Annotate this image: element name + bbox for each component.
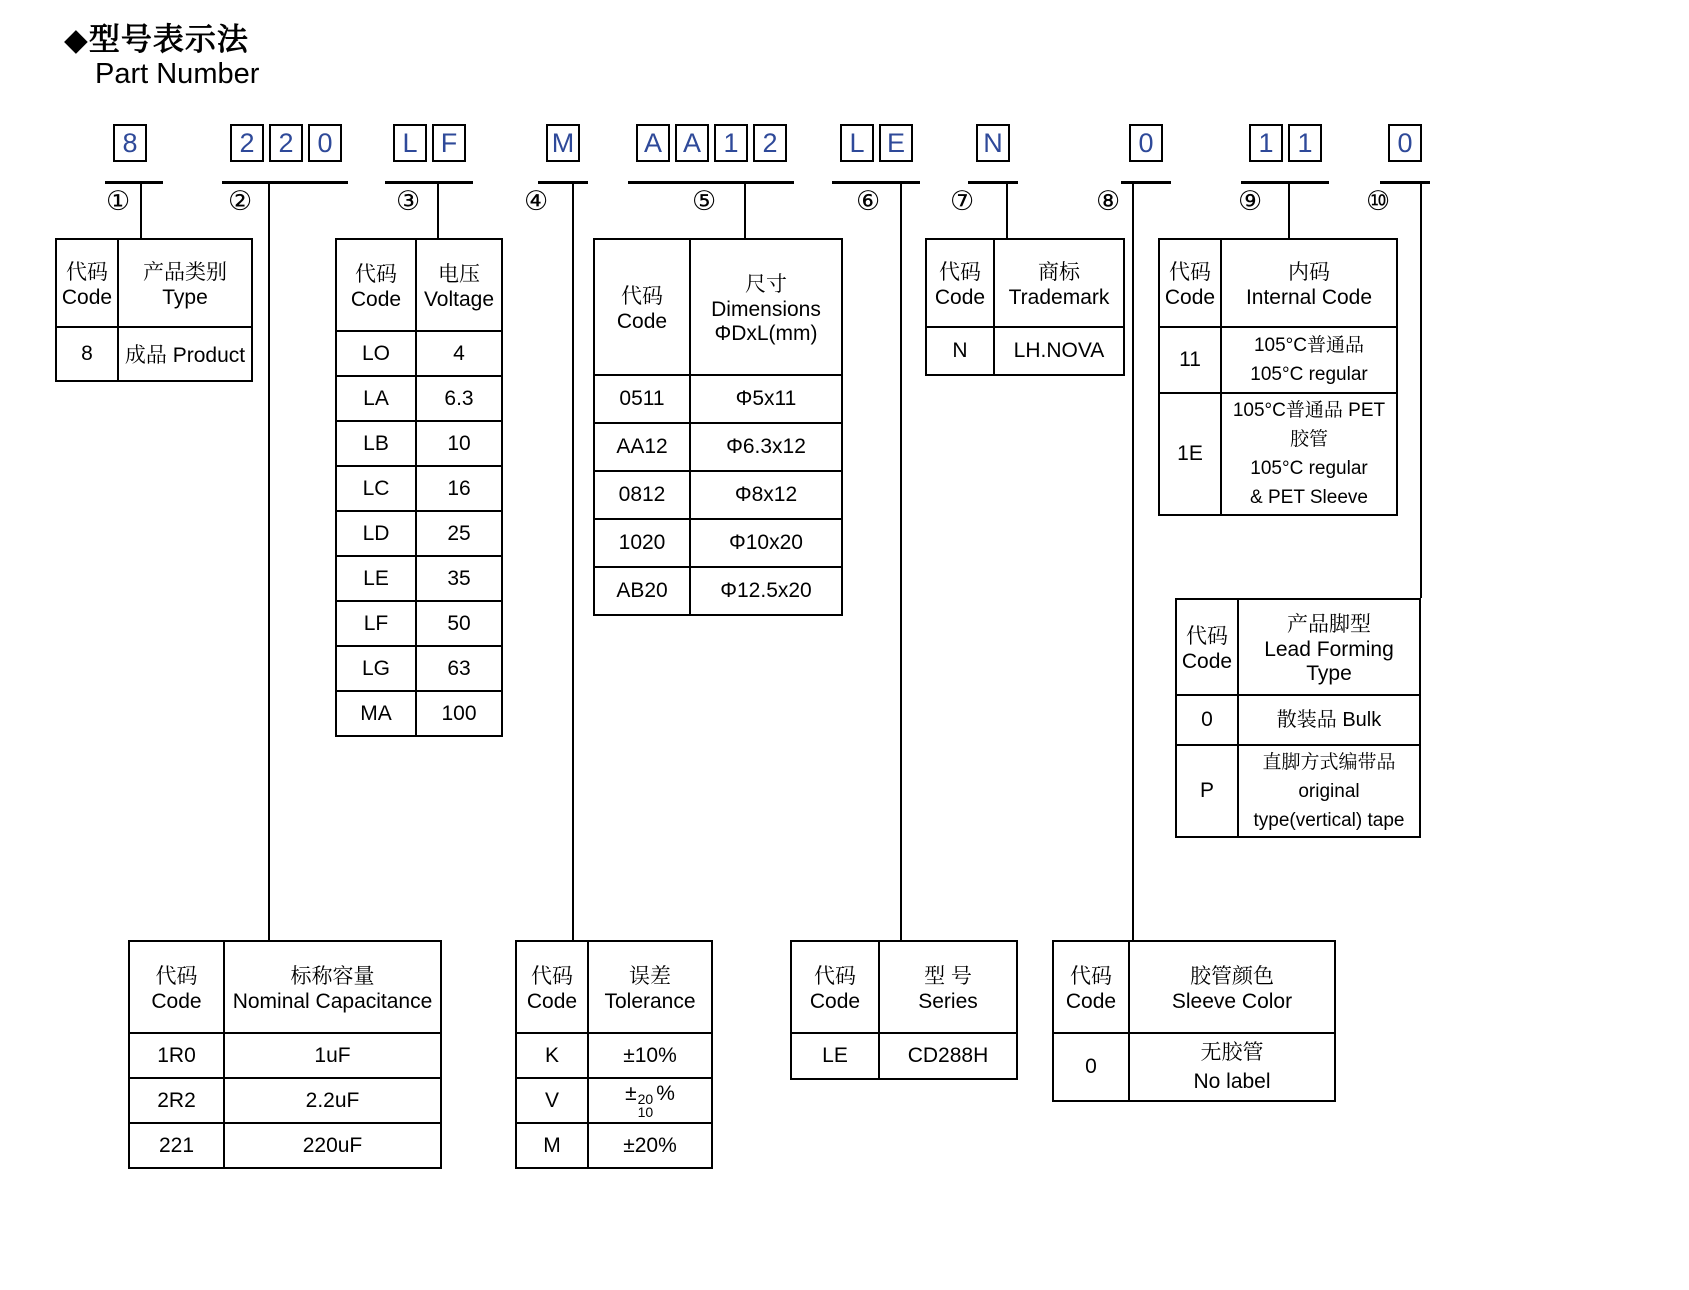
tolerance-table <box>515 940 713 1169</box>
marker-circled-9: ⑨ <box>1238 186 1263 216</box>
trademark-table <box>925 238 1125 376</box>
table-row <box>516 1123 712 1168</box>
part-char-box: 2 <box>269 124 303 162</box>
connector-line-1 <box>140 184 142 238</box>
part-char-box: 2 <box>230 124 264 162</box>
table-header-row <box>129 941 441 1033</box>
part-char-box: F <box>432 124 466 162</box>
connector-line-6 <box>900 184 902 940</box>
part-char-box: 0 <box>308 124 342 162</box>
table-row <box>336 646 502 691</box>
page-title-en: Part Number <box>95 58 260 90</box>
connector-line-3 <box>437 184 439 238</box>
value-header-cell: 误差 Tolerance <box>588 941 712 1033</box>
part-char-box: 2 <box>753 124 787 162</box>
table-row <box>336 331 502 376</box>
table-header-row <box>791 941 1017 1033</box>
value-cell: 无胶管 No label <box>1129 1033 1335 1101</box>
part-char-box: N <box>976 124 1010 162</box>
table-header-row <box>516 941 712 1033</box>
code-cell: 0511 <box>594 375 690 423</box>
table-row <box>129 1123 441 1168</box>
table-row <box>336 601 502 646</box>
group-underline-7 <box>968 181 1018 184</box>
value-header-cell: 产品脚型 Lead Forming Type <box>1238 599 1420 695</box>
value-cell: 16 <box>416 466 502 511</box>
code-cell: 1E <box>1159 393 1221 515</box>
code-header-cell: 代码 Code <box>926 239 994 327</box>
table-row <box>594 471 842 519</box>
tolerance-subscript: 10 <box>637 1104 654 1120</box>
connector-line-7 <box>1006 184 1008 238</box>
marker-circled-10: ⑩ <box>1366 186 1391 216</box>
group-underline-10 <box>1380 181 1430 184</box>
table-header-row <box>1159 239 1397 327</box>
code-cell: LE <box>791 1033 879 1079</box>
value-cell: Φ6.3x12 <box>690 423 842 471</box>
code-cell: AB20 <box>594 567 690 615</box>
table-header-row <box>56 239 252 327</box>
connector-line-4 <box>572 184 574 940</box>
value-cell: 1uF <box>224 1033 441 1078</box>
table-row <box>516 1078 712 1123</box>
code-cell: 0812 <box>594 471 690 519</box>
page-title-zh: ◆型号表示法 <box>64 22 249 57</box>
part-char-box: A <box>636 124 670 162</box>
group-underline-9 <box>1241 181 1329 184</box>
code-cell: LB <box>336 421 416 466</box>
table-row <box>1176 745 1420 837</box>
code-cell: LC <box>336 466 416 511</box>
value-cell: 6.3 <box>416 376 502 421</box>
value-cell: 4 <box>416 331 502 376</box>
value-cell: 100 <box>416 691 502 736</box>
table-header-row <box>926 239 1124 327</box>
code-cell: LE <box>336 556 416 601</box>
marker-circled-1: ① <box>106 186 131 216</box>
value-cell: 10 <box>416 421 502 466</box>
table-row <box>594 567 842 615</box>
value-cell: LH.NOVA <box>994 327 1124 375</box>
code-cell: 0 <box>1176 695 1238 745</box>
part-char-box: 1 <box>714 124 748 162</box>
table-row <box>129 1033 441 1078</box>
value-cell: 63 <box>416 646 502 691</box>
table-row <box>594 519 842 567</box>
table-row <box>1159 393 1397 515</box>
part-char-box: 0 <box>1129 124 1163 162</box>
table-row <box>1053 1033 1335 1101</box>
part-char-box: 1 <box>1288 124 1322 162</box>
code-cell: LF <box>336 601 416 646</box>
code-cell: 8 <box>56 327 118 381</box>
table-header-row <box>594 239 842 375</box>
value-cell: Φ12.5x20 <box>690 567 842 615</box>
marker-circled-3: ③ <box>396 186 421 216</box>
code-cell: 11 <box>1159 327 1221 393</box>
table-row <box>516 1033 712 1078</box>
value-cell: ±20% <box>588 1123 712 1168</box>
value-cell: ± 20 10 % <box>588 1078 712 1123</box>
tolerance-superscript: 20 <box>637 1091 654 1107</box>
group-underline-6 <box>832 181 920 184</box>
value-cell: 35 <box>416 556 502 601</box>
product-type-table <box>55 238 253 382</box>
table-row <box>594 375 842 423</box>
connector-line-8 <box>1132 184 1134 940</box>
table-row <box>336 691 502 736</box>
code-cell: P <box>1176 745 1238 837</box>
part-char-box: M <box>546 124 580 162</box>
code-cell: MA <box>336 691 416 736</box>
table-row <box>594 423 842 471</box>
group-underline-1 <box>105 181 163 184</box>
table-header-row <box>1176 599 1420 695</box>
value-header-cell: 商标 Trademark <box>994 239 1124 327</box>
marker-circled-2: ② <box>228 186 253 216</box>
code-cell: LD <box>336 511 416 556</box>
table-row <box>336 466 502 511</box>
group-underline-8 <box>1121 181 1171 184</box>
code-cell: 1020 <box>594 519 690 567</box>
code-cell: AA12 <box>594 423 690 471</box>
table-row <box>336 376 502 421</box>
code-cell: 1R0 <box>129 1033 224 1078</box>
code-header-cell: 代码 Code <box>594 239 690 375</box>
code-cell: V <box>516 1078 588 1123</box>
code-header-cell: 代码 Code <box>791 941 879 1033</box>
value-header-cell: 胶管颜色 Sleeve Color <box>1129 941 1335 1033</box>
series-table <box>790 940 1018 1080</box>
code-cell: 0 <box>1053 1033 1129 1101</box>
group-underline-2 <box>222 181 348 184</box>
code-cell: LO <box>336 331 416 376</box>
marker-circled-7: ⑦ <box>950 186 975 216</box>
table-header-row <box>336 239 502 331</box>
value-header-cell: 标称容量 Nominal Capacitance <box>224 941 441 1033</box>
code-header-cell: 代码 Code <box>129 941 224 1033</box>
code-header-cell: 代码 Code <box>1176 599 1238 695</box>
connector-line-10 <box>1420 184 1422 598</box>
code-cell: K <box>516 1033 588 1078</box>
code-header-cell: 代码 Code <box>56 239 118 327</box>
value-cell: 220uF <box>224 1123 441 1168</box>
table-row <box>56 327 252 381</box>
table-row <box>336 556 502 601</box>
marker-circled-6: ⑥ <box>856 186 881 216</box>
dimensions-table <box>593 238 843 616</box>
part-char-box: 1 <box>1249 124 1283 162</box>
value-header-cell: 尺寸 Dimensions ΦDxL(mm) <box>690 239 842 375</box>
table-row <box>926 327 1124 375</box>
part-char-box: E <box>879 124 913 162</box>
code-cell: LA <box>336 376 416 421</box>
value-cell: 105°C普通品 105°C regular <box>1221 327 1397 393</box>
table-row <box>1159 327 1397 393</box>
value-cell: 105°C普通品 PET 胶管 105°C regular & PET Sleeve <box>1221 393 1397 515</box>
connector-line-2 <box>268 184 270 940</box>
part-char-box: 8 <box>113 124 147 162</box>
table-row <box>129 1078 441 1123</box>
code-cell: 221 <box>129 1123 224 1168</box>
marker-circled-5: ⑤ <box>692 186 717 216</box>
capacitance-table <box>128 940 442 1169</box>
internal-code-table <box>1158 238 1398 516</box>
code-header-cell: 代码 Code <box>1159 239 1221 327</box>
sleeve-color-table <box>1052 940 1336 1102</box>
voltage-table <box>335 238 503 737</box>
connector-line-5 <box>744 184 746 238</box>
part-char-box: L <box>840 124 874 162</box>
value-cell: Φ5x11 <box>690 375 842 423</box>
table-row <box>791 1033 1017 1079</box>
value-cell: Φ10x20 <box>690 519 842 567</box>
value-cell: 25 <box>416 511 502 556</box>
value-cell: Φ8x12 <box>690 471 842 519</box>
code-header-cell: 代码 Code <box>336 239 416 331</box>
code-cell: LG <box>336 646 416 691</box>
value-header-cell: 电压 Voltage <box>416 239 502 331</box>
code-cell: M <box>516 1123 588 1168</box>
value-header-cell: 内码 Internal Code <box>1221 239 1397 327</box>
table-row <box>336 511 502 556</box>
table-row <box>1176 695 1420 745</box>
value-cell: 成品 Product <box>118 327 252 381</box>
part-char-box: L <box>393 124 427 162</box>
value-cell: 散装品 Bulk <box>1238 695 1420 745</box>
lead-forming-table <box>1175 598 1421 838</box>
group-underline-4 <box>538 181 588 184</box>
part-char-box: A <box>675 124 709 162</box>
table-row <box>336 421 502 466</box>
code-header-cell: 代码 Code <box>516 941 588 1033</box>
value-cell: 50 <box>416 601 502 646</box>
value-cell: ±10% <box>588 1033 712 1078</box>
value-cell: 直脚方式编带品 original type(vertical) tape <box>1238 745 1420 837</box>
part-char-box: 0 <box>1388 124 1422 162</box>
marker-circled-8: ⑧ <box>1096 186 1121 216</box>
group-underline-5 <box>628 181 794 184</box>
marker-circled-4: ④ <box>524 186 549 216</box>
code-cell: 2R2 <box>129 1078 224 1123</box>
group-underline-3 <box>385 181 473 184</box>
connector-line-9 <box>1288 184 1290 238</box>
code-cell: N <box>926 327 994 375</box>
table-header-row <box>1053 941 1335 1033</box>
value-cell: 2.2uF <box>224 1078 441 1123</box>
value-header-cell: 型 号 Series <box>879 941 1017 1033</box>
code-header-cell: 代码 Code <box>1053 941 1129 1033</box>
value-header-cell: 产品类别 Type <box>118 239 252 327</box>
value-cell: CD288H <box>879 1033 1017 1079</box>
